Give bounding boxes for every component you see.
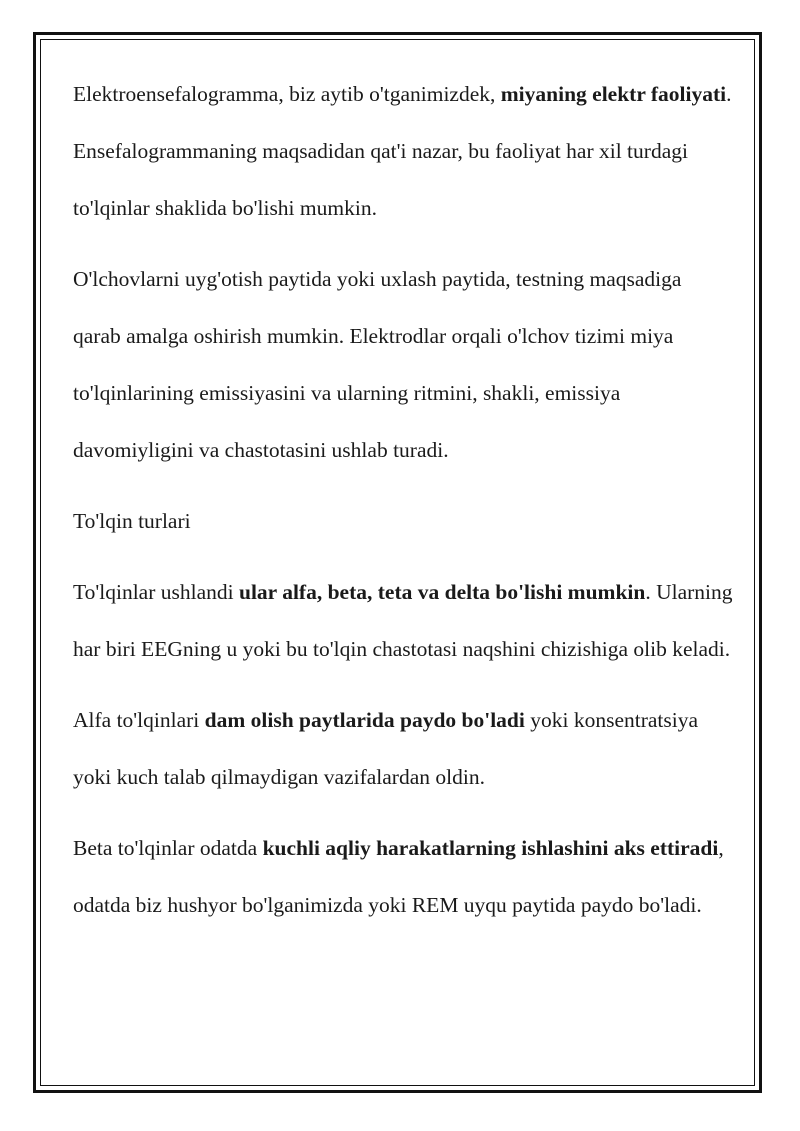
text-span: Elektroensefalogramma, biz aytib o'tganimizdek, — [73, 82, 501, 106]
bold-text-span: ular alfa, beta, teta va delta bo'lishi mumkin — [239, 580, 646, 604]
section-heading-wave-types — [73, 493, 733, 550]
text-span: . Ensefalogrammaning maqsadidan qat'i nazar, bu faoliyat har xil turdagi to'lqinlar shaklida bo'lishi mumkin. — [73, 82, 732, 220]
text-span: . Ularning har biri EEGning u yoki bu to'lqin chastotasi naqshini chizishiga olib keladi. — [73, 580, 733, 661]
text-span: Alfa to'lqinlari — [73, 708, 205, 732]
bold-text-span: kuchli aqliy harakatlarning ishlashini aks ettiradi — [262, 836, 719, 860]
text-span: O'lchovlarni uyg'otish paytida yoki uxlash paytida, testning maqsadiga qarab amalga oshirish mumkin. Elektrodlar orqali o'lchov tizimi miya to'lqinlarining emissiyasini va ularning ritmini, shakli, emissiya davomiyligini va chastotasini ushlab turadi. — [73, 267, 682, 462]
text-span: To'lqin turlari — [73, 509, 191, 533]
paragraph-measurement — [73, 251, 733, 479]
paragraph-eeg-definition — [73, 66, 733, 237]
bold-text-span: dam olish paytlarida paydo bo'ladi — [204, 708, 525, 732]
text-span: , odatda biz hushyor bo'lganimizda yoki REM uyqu paytida paydo bo'ladi. — [73, 836, 724, 917]
text-span: To'lqinlar ushlandi — [73, 580, 239, 604]
paragraph-alpha-waves — [73, 692, 733, 806]
text-span: yoki konsentratsiya yoki kuch talab qilmaydigan vazifalardan oldin. — [73, 708, 699, 789]
bold-text-span: miyaning elektr faoliyati — [500, 82, 727, 106]
paragraph-beta-waves — [73, 820, 733, 934]
text-span: Beta to'lqinlar odatda — [73, 836, 263, 860]
paragraph-wave-list — [73, 564, 733, 678]
document-body — [73, 66, 733, 948]
